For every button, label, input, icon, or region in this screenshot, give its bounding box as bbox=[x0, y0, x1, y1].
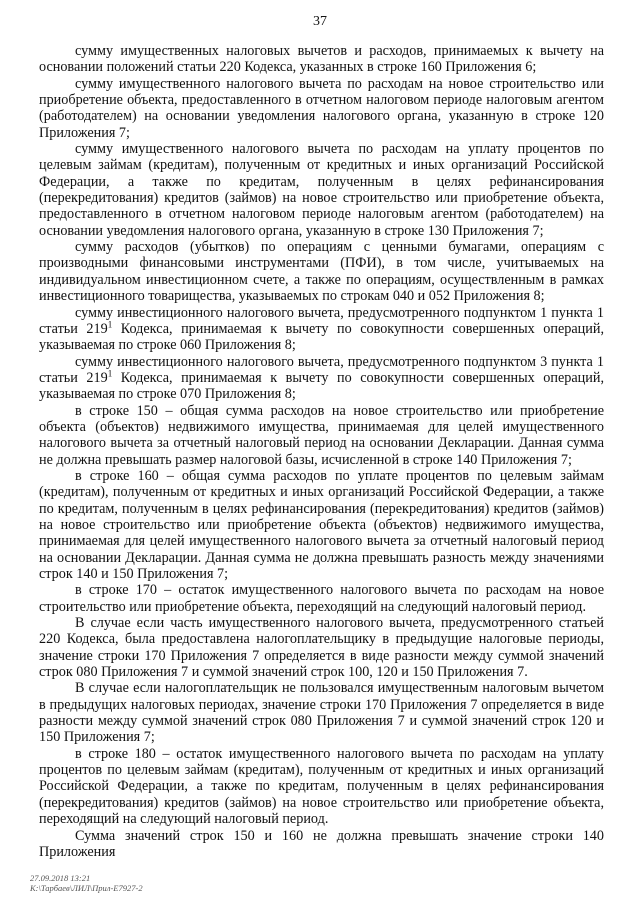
paragraph-5 bbox=[39, 305, 604, 354]
paragraph-6-text-before: сумму инвестиционного налогового вычета, предусмотренного подпунктом 3 пункта 1 статьи 219 bbox=[39, 353, 604, 386]
paragraph-8: в строке 160 – общая сумма расходов по уплате процентов по целевым займам (кредитам), полученным от кредитных и иных организаций Российской Федерации, а также по кредитам, полученным в целях рефинансирования (перекредитования) кредитов (займов) на новое строительство или приобретение объекта (объектов) недвижимого имущества, принимаемая для целей имущественного налогового вычета за отчетный налоговый период на основании Декларации. Данная сумма не должна превышать разность между значениями строк 140 и 150 Приложения 7; bbox=[39, 467, 604, 582]
footer-date: 27.09.2018 13:21 bbox=[30, 873, 91, 883]
paragraph-10: В случае если часть имущественного налогового вычета, предусмотренного статьей 220 Кодекса, была предоставлена налогоплательщику в предыдущие налоговые периоды, значение строки 170 Приложения 7 определяется в виде разности между суммой значений строк 080 Приложения 7 и суммой значений строк 100, 120 и 150 Приложения 7. bbox=[39, 615, 604, 681]
paragraph-13: Сумма значений строк 150 и 160 не должна превышать значение строки 140 Приложения bbox=[39, 827, 604, 860]
paragraph-6-text-after: Кодекса, принимаемая к вычету по совокупности совершенных операций, указываемая по строке 070 Приложения 8; bbox=[39, 369, 604, 403]
paragraph-12: в строке 180 – остаток имущественного налогового вычета по расходам на уплату процентов по целевым займам (кредитам), полученным от кредитных и иных организаций Российской Федерации, а также по кредитам, полученным в целях рефинансирования (перекредитования) кредитов (займов) на новое строительство или приобретение объекта, переходящий на следующий налоговый период. bbox=[39, 745, 604, 828]
paragraph-6-superscript: 1 bbox=[107, 368, 113, 379]
paragraph-5-text-before: сумму инвестиционного налогового вычета, предусмотренного подпунктом 1 пункта 1 статьи 219 bbox=[39, 304, 604, 337]
paragraph-2: сумму имущественного налогового вычета по расходам на новое строительство или приобретение объекта, предоставленного в отчетном налоговом периоде налоговым агентом (работодателем) на основании уведомления налогового органа, указанную в строке 120 Приложения 7; bbox=[39, 75, 604, 141]
paragraph-1: сумму имущественных налоговых вычетов и расходов, принимаемых к вычету на основании положений статьи 220 Кодекса, указанных в строке 160 Приложения 6; bbox=[39, 43, 604, 76]
document-body bbox=[39, 43, 604, 860]
paragraph-9: в строке 170 – остаток имущественного налогового вычета по расходам на новое строительство или приобретение объекта, переходящий на следующий налоговый период. bbox=[39, 582, 604, 615]
paragraph-6 bbox=[39, 354, 604, 403]
paragraph-5-text-after: Кодекса, принимаемая к вычету по совокупности совершенных операций, указываемая по строке 060 Приложения 8; bbox=[39, 320, 604, 354]
footer-path: К:\Тарбаев\ЛИЛ\Прил-Е7927-2 bbox=[30, 883, 143, 893]
page-number: 37 bbox=[313, 14, 327, 29]
paragraph-4: сумму расходов (убытков) по операциям с ценными бумагами, операциям с производными финансовыми инструментами (ПФИ), в том числе, учитываемых на индивидуальном инвестиционном счете, а также по операциям, осуществленным в рамках инвестиционного товарищества, указываемых по строкам 040 и 052 Приложения 8; bbox=[39, 239, 604, 305]
paragraph-11: В случае если налогоплательщик не пользовался имущественным налоговым вычетом в предыдущих налоговых периодах, значение строки 170 Приложения 7 определяется в виде разности между суммой значений строк 080 Приложения 7 и суммой значений строк 120 и 150 Приложения 7; bbox=[39, 680, 604, 746]
paragraph-7: в строке 150 – общая сумма расходов на новое строительство или приобретение объекта (объектов) недвижимого имущества, принимаемая для целей имущественного налогового вычета за отчетный налоговый период на основании Декларации. Данная сумма не должна превышать размер налоговой базы, исчисленной в строке 140 Приложения 7; bbox=[39, 402, 604, 468]
paragraph-3: сумму имущественного налогового вычета по расходам на уплату процентов по целевым займам (кредитам), полученным от кредитных и иных организаций Российской Федерации, а также по кредитам, полученным в целях рефинансирования (перекредитования) кредитов (займов) на новое строительство или приобретение объекта, предоставленного в отчетном налоговом периоде налоговым агентом (работодателем) на основании уведомления налогового органа, указанную в строке 130 Приложения 7; bbox=[39, 141, 604, 239]
document-footer bbox=[30, 873, 143, 893]
paragraph-5-superscript: 1 bbox=[107, 319, 113, 330]
